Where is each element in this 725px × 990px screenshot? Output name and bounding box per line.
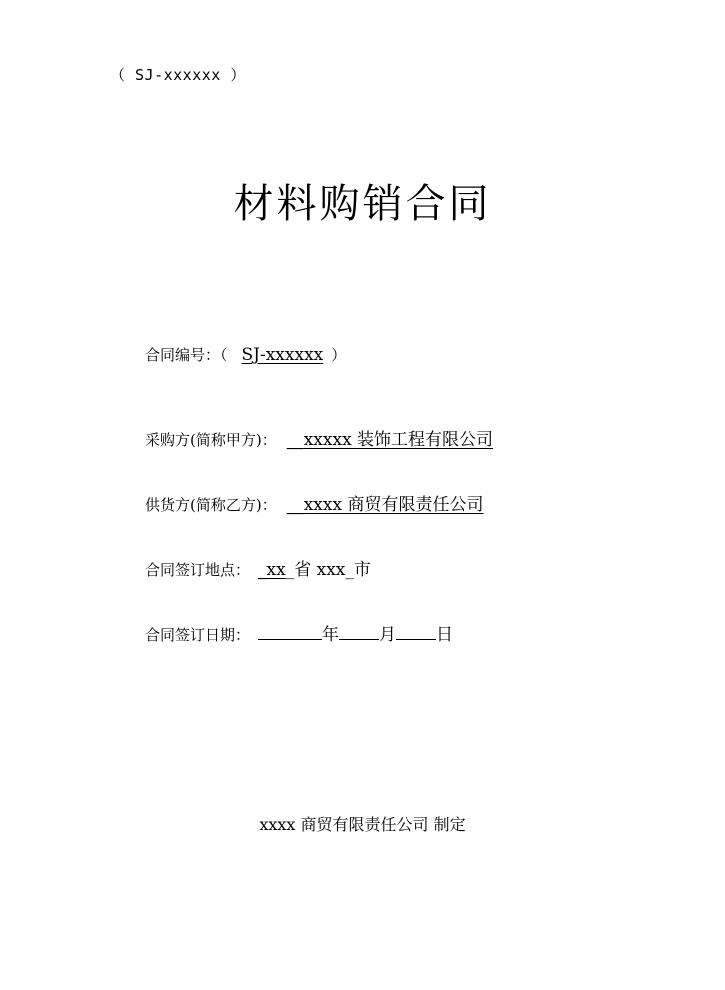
seller-prefix: __ xyxy=(286,495,304,515)
contract-number-value: SJ-xxxxxx xyxy=(241,345,324,365)
seller-value: xxxx 商贸有限责任公司 xyxy=(303,495,484,515)
month-blank[interactable] xyxy=(339,623,379,640)
signing-place-label: 合同签订地点： xyxy=(145,561,251,579)
signing-date-row xyxy=(145,620,453,645)
signing-place-prefix: _ xyxy=(258,560,267,580)
month-label: 月 xyxy=(379,625,397,645)
buyer-row xyxy=(145,425,493,450)
document-code-header: （ SJ-xxxxxx ） xyxy=(110,66,246,84)
contract-number-row xyxy=(145,344,346,365)
buyer-prefix: __ xyxy=(286,430,304,450)
contract-number-label: 合同编号：（ xyxy=(145,346,228,364)
signing-place-row xyxy=(145,555,371,580)
contract-number-suffix: ） xyxy=(331,346,347,364)
year-blank[interactable] xyxy=(258,623,322,640)
document-maker: xxxx 商贸有限责任公司 制定 xyxy=(259,815,466,834)
seller-label: 供货方(简称乙方)： xyxy=(145,496,277,514)
day-blank[interactable] xyxy=(396,623,436,640)
year-label: 年 xyxy=(322,625,340,645)
signing-date-label: 合同签订日期： xyxy=(145,626,251,644)
contract-title: 材料购销合同 xyxy=(233,181,492,227)
buyer-value: xxxxx 装饰工程有限公司 xyxy=(303,430,494,450)
signing-place-province: xx xyxy=(266,560,286,580)
seller-row xyxy=(145,490,483,515)
buyer-label: 采购方(简称甲方)： xyxy=(145,431,277,449)
signing-place-middle: _省 xxx_ xyxy=(285,560,354,580)
day-label: 日 xyxy=(436,625,454,645)
signing-place-city: 市 xyxy=(353,560,371,580)
